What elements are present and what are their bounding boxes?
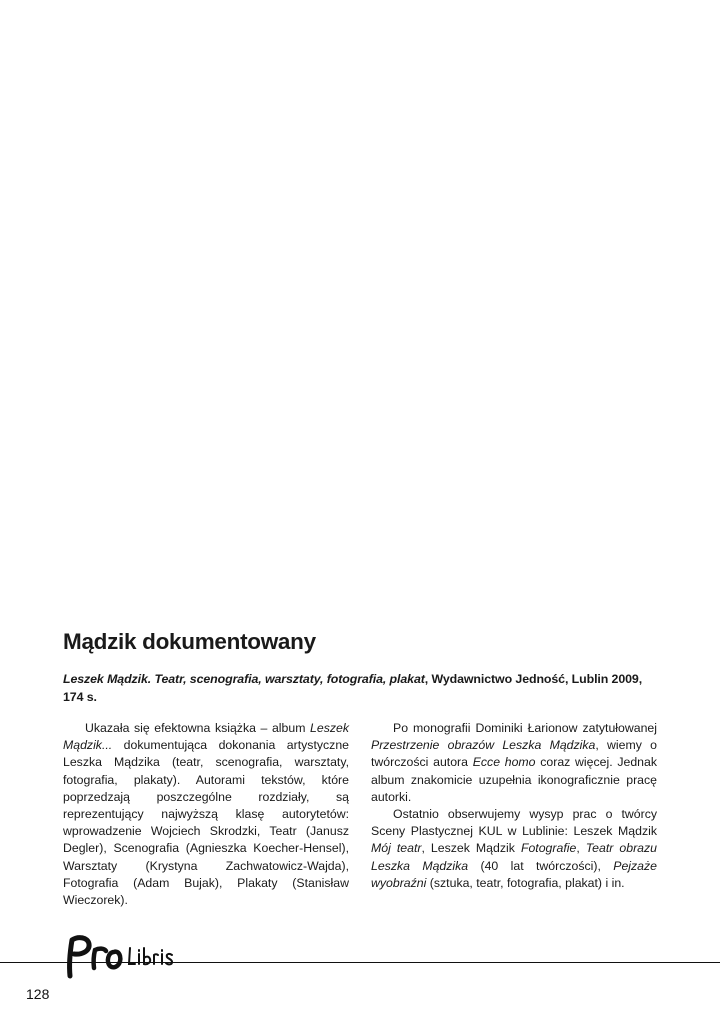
right-paragraph-1 [371, 720, 657, 806]
article-title: Mądzik dokumentowany [63, 629, 316, 654]
text-run: Po monografii Dominiki Łarionow zatytułowanej [393, 721, 657, 735]
italic-run: Pejzaże wyobraźni [371, 858, 657, 890]
pro-libris-logo [64, 932, 184, 980]
book-citation [63, 670, 657, 706]
article [63, 628, 657, 909]
italic-run: Teatr obrazu Leszka Mądzika [371, 841, 657, 873]
text-run: , [576, 841, 586, 856]
page-number: 128 [26, 986, 50, 1002]
pro-libris-logo-mark [64, 932, 184, 980]
text-run: Ostatnio obserwujemy wysyp prac o twórcy Sceny Plastycznej KUL w Lublinie: Leszek Mądzik [371, 807, 657, 839]
italic-run: Przestrzenie obrazów Leszka Mądzika [371, 738, 596, 753]
text-run: Ukazała się efektowna książka – album [85, 721, 311, 735]
italic-run: Mój teatr [371, 841, 422, 856]
text-run: , Leszek Mądzik [421, 841, 521, 856]
right-paragraph-2 [371, 806, 657, 892]
left-column [63, 720, 349, 909]
left-paragraph-1 [63, 720, 349, 909]
italic-run: Fotografie [520, 841, 577, 856]
text-columns [63, 720, 657, 909]
text-run: coraz więcej. Jednak album znakomicie uzupełnia ikonograficznie pracę autorki. [371, 755, 657, 804]
italic-run: Ecce homo [472, 755, 536, 770]
text-run: dokumentująca dokonania artystyczne Leszka Mądzika (teatr, scenografia, warsztaty, fotografia, plakaty). Autorami tekstów, które poprzedzają poszczególne rozdziały, są reprezentujący najwyższą klasę autorytetów: wprowadzenie Wojciech Skrodzki, Teatr (Janusz Degler), Scenografia (Agnieszka Koecher-Hensel), Warsztaty (Krystyna Zachwatowicz-Wajda), Fotografia (Adam Bujak), Plakaty (Stanisław Wieczorek). [63, 738, 349, 908]
book-title: Leszek Mądzik. Teatr, scenografia, warsztaty, fotografia, plakat [63, 672, 425, 686]
book-publisher-info: , Wydawnictwo Jedność, Lublin 2009, 174 s. [63, 672, 643, 704]
text-run: (40 lat twórczości), [468, 858, 614, 873]
text-run: , wiemy o twórczości autora [371, 738, 658, 770]
italic-run: Leszek Mądzik... [63, 721, 349, 753]
text-run: (sztuka, teatr, fotografia, plakat) i in. [426, 875, 625, 890]
right-column [371, 720, 657, 909]
